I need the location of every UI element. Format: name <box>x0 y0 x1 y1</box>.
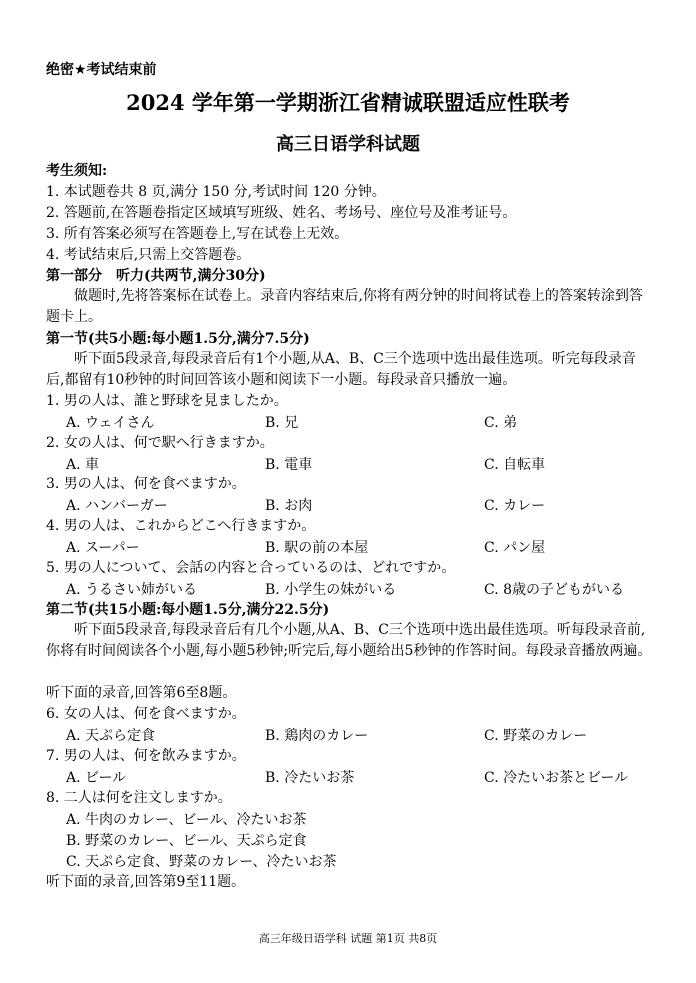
q4-option-a: A. スーパー <box>66 540 140 556</box>
q5-option-b: B. 小学生の妹がいる <box>265 582 397 598</box>
q8-option-a: A. 牛肉のカレー、ビール、冷たいお茶 <box>66 812 307 828</box>
q2-option-a: A. 車 <box>66 457 100 473</box>
question-3: 3. 男の人は、何を食べますか。 <box>46 476 246 492</box>
question-5: 5. 男の人について、会話の内容と合っているのは、どれですか。 <box>46 560 456 576</box>
q4-option-b: B. 駅の前の本屋 <box>265 540 369 556</box>
q7-option-a: A. ビール <box>66 770 127 786</box>
q1-option-c: C. 弟 <box>484 415 518 431</box>
section2-heading: 第二节(共15小题:每小题1.5分,满分22.5分) <box>46 602 330 618</box>
q1-option-b: B. 兄 <box>265 415 299 431</box>
part1-instruction: 做题时,先将答案标在试卷上。录音内容结束后,你将有两分钟的时间将试卷上的答案转涂到答题卡上。 <box>46 288 643 325</box>
notice-item-1: 1. 本试题卷共 8 页,满分 150 分,考试时间 120 分钟。 <box>46 184 386 200</box>
question-2: 2. 女の人は、何で駅へ行きますか。 <box>46 435 274 451</box>
section1-instruction: 听下面5段录音,每段录音后有1个小题,从A、B、C三个选项中选出最佳选项。听完每段录音后,都留有10秒钟的时间回答该小题和阅读下一小题。每段录音只播放一遍。 <box>46 351 636 388</box>
notice-item-4: 4. 考试结束后,只需上交答题卷。 <box>46 247 251 263</box>
question-7: 7. 男の人は、何を飲みますか。 <box>46 748 246 764</box>
section2-instruction: 听下面5段录音,每段录音后有几个小题,从A、B、C三个选项中选出最佳选项。听每段录音前,你将有时间阅读各个小题,每小题5秒钟;听完后,每小题给出5秒钟的作答时间。每段录音播放两遍。 <box>46 622 652 659</box>
q3-option-a: A. ハンバーガー <box>66 498 168 514</box>
q5-option-a: A. うるさい姉がいる <box>66 582 198 598</box>
q6-option-b: B. 鶏肉のカレー <box>265 728 369 744</box>
part1-heading: 第一部分 听力(共两节,满分30分) <box>46 268 266 284</box>
question-8: 8. 二人は何を注文しますか。 <box>46 790 232 806</box>
exam-subtitle: 高三日语学科试题 <box>276 134 420 155</box>
notice-heading: 考生须知: <box>46 163 108 179</box>
notice-item-2: 2. 答题前,在答题卷指定区域填写班级、姓名、考场号、座位号及准考证号。 <box>46 205 517 221</box>
q7-option-b: B. 冷たいお茶 <box>265 770 355 786</box>
notice-item-3: 3. 所有答案必须写在答题卷上,写在试卷上无效。 <box>46 226 349 242</box>
group-instruction-9-11: 听下面的录音,回答第9至11题。 <box>46 874 246 890</box>
confidential-label: 绝密★考试结束前 <box>46 62 157 78</box>
q2-option-b: B. 電車 <box>265 457 313 473</box>
q6-option-c: C. 野菜のカレー <box>484 728 588 744</box>
exam-title: 2024 学年第一学期浙江省精诚联盟适应性联考 <box>126 90 570 115</box>
q5-option-c: C. 8歳の子どもがいる <box>484 582 625 598</box>
group-instruction-6-8: 听下面的录音,回答第6至8题。 <box>46 685 237 701</box>
q1-option-a: A. ウェイさん <box>66 415 155 431</box>
q6-option-a: A. 天ぷら定食 <box>66 728 156 744</box>
question-1: 1. 男の人は、誰と野球を見ましたか。 <box>46 393 288 409</box>
q2-option-c: C. 自転車 <box>484 457 546 473</box>
q3-option-c: C. カレー <box>484 498 546 514</box>
q3-option-b: B. お肉 <box>265 498 313 514</box>
q4-option-c: C. パン屋 <box>484 540 546 556</box>
page-footer: 高三年级日语学科 试题 第1页 共8页 <box>258 932 438 945</box>
question-4: 4. 男の人は、これからどこへ行きますか。 <box>46 518 316 534</box>
q7-option-c: C. 冷たいお茶とビール <box>484 770 629 786</box>
q8-option-b: B. 野菜のカレー、ビール、天ぷら定食 <box>66 833 307 849</box>
question-6: 6. 女の人は、何を食べますか。 <box>46 706 246 722</box>
section1-heading: 第一节(共5小题:每小题1.5分,满分7.5分) <box>46 331 310 347</box>
q8-option-c: C. 天ぷら定食、野菜のカレー、冷たいお茶 <box>66 854 337 870</box>
